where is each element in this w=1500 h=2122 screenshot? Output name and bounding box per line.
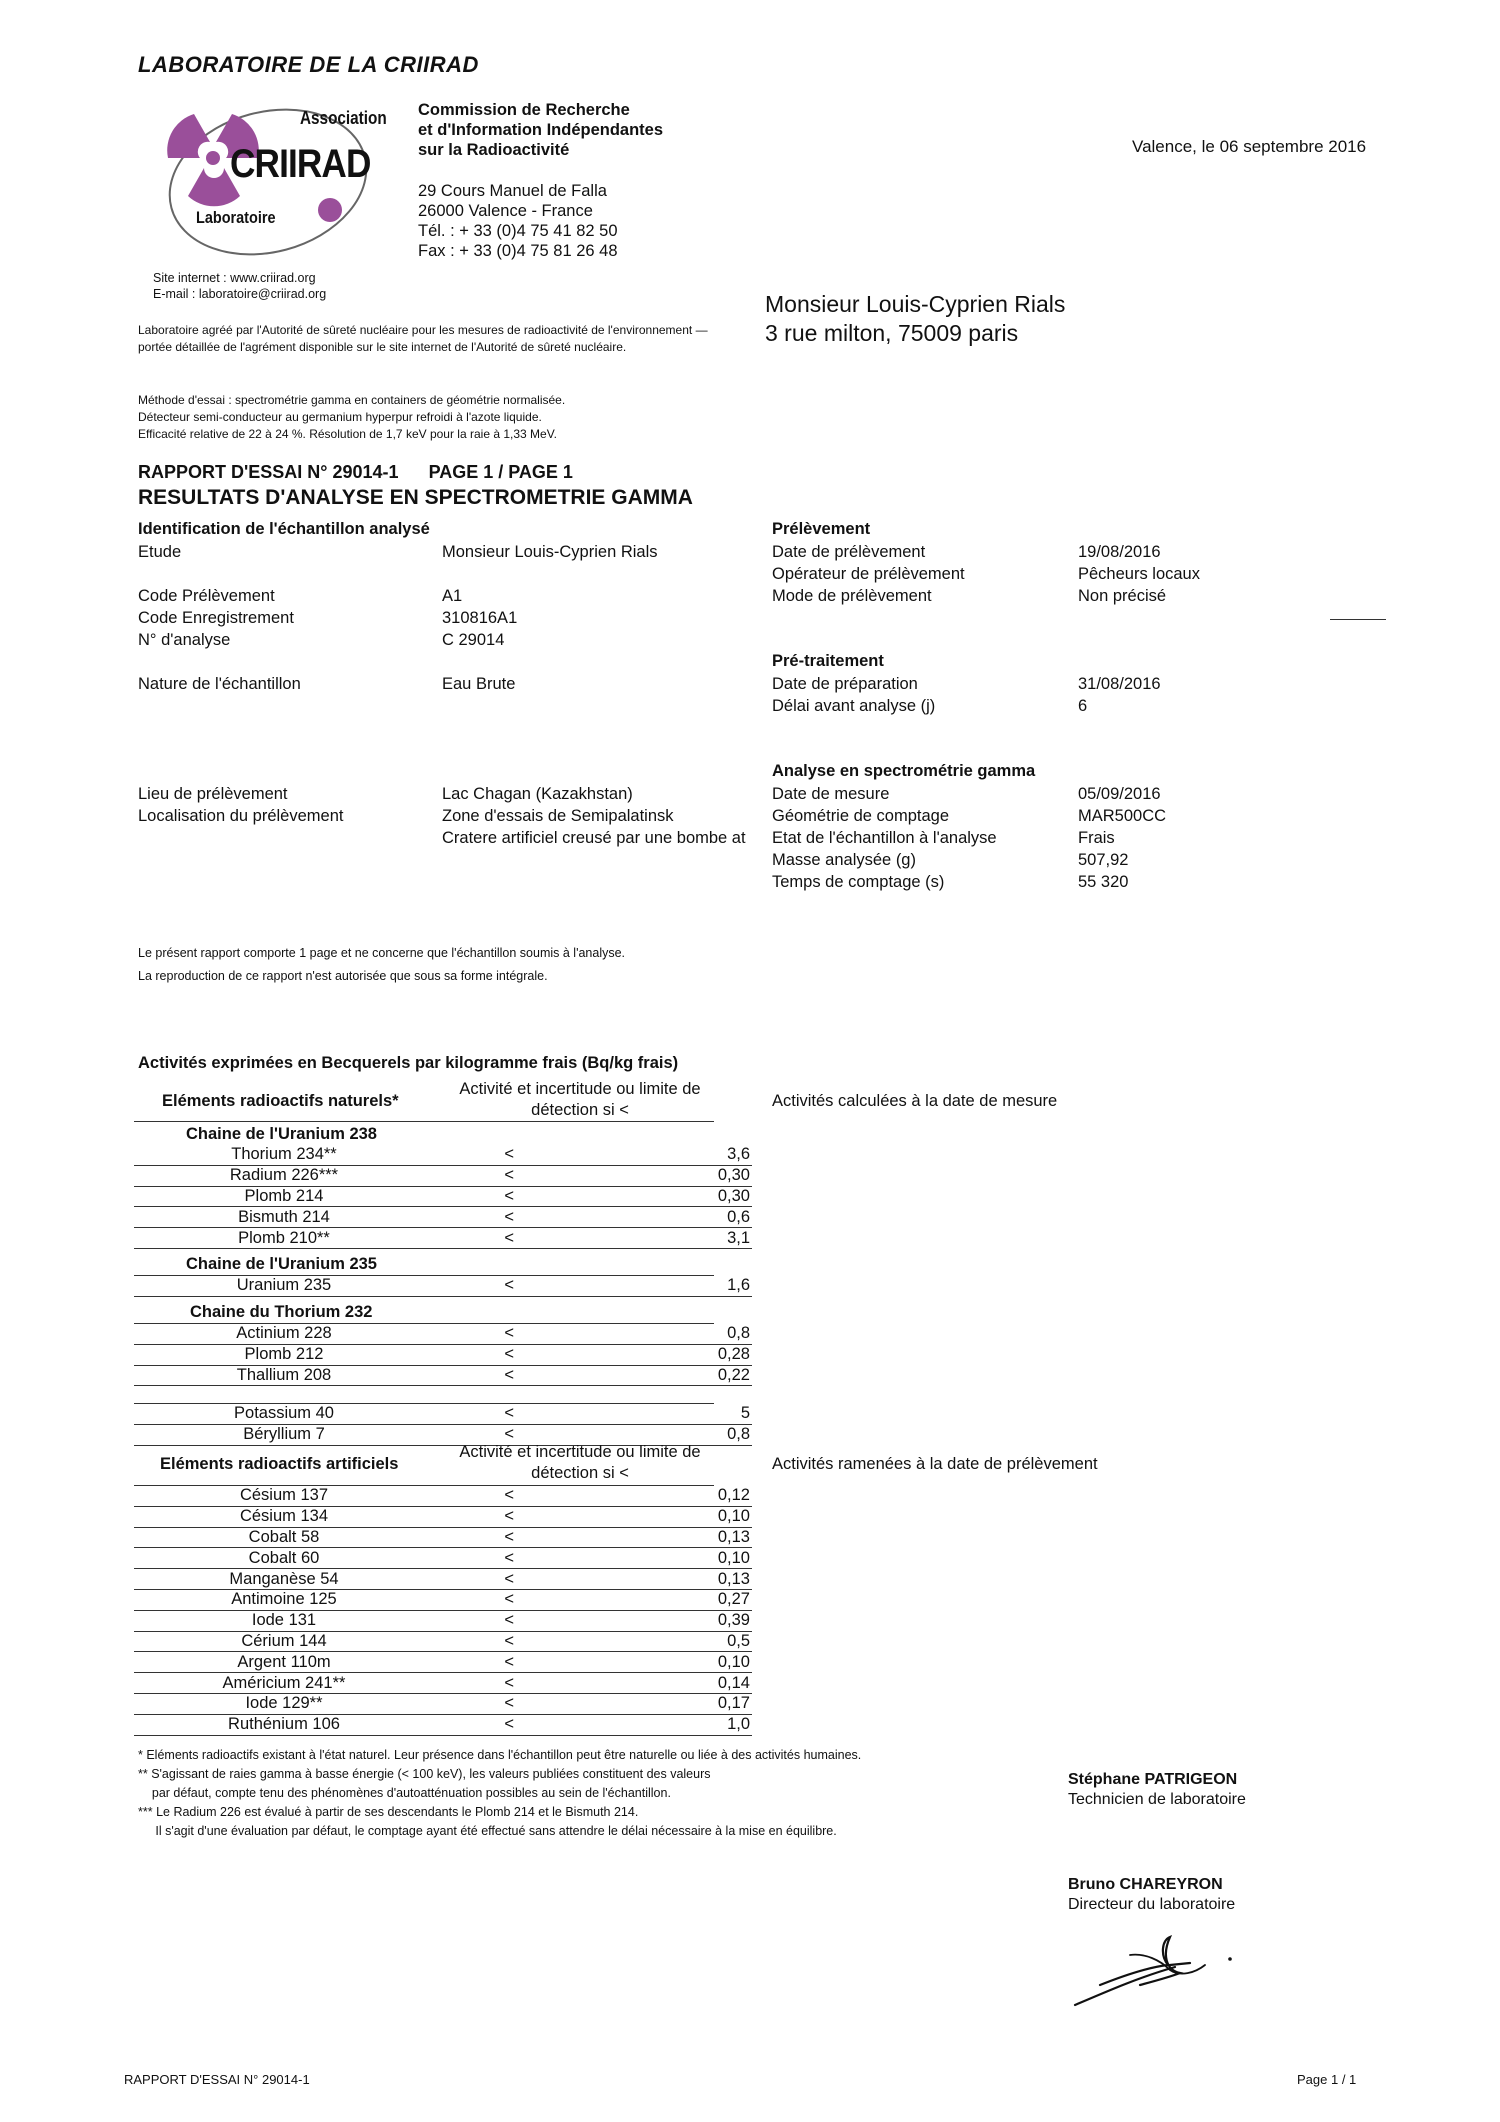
- lt-sign: <: [434, 1324, 542, 1344]
- activity-value: 1,0: [542, 1714, 752, 1735]
- table-row: [134, 1324, 752, 1344]
- table-row: [134, 1207, 752, 1228]
- lieu-label: Lieu de prélèvement: [138, 785, 288, 803]
- table-row: [134, 1344, 752, 1365]
- activity-column-header: [440, 1442, 720, 1484]
- lt-sign: <: [434, 1165, 542, 1186]
- table-row: [134, 1145, 752, 1165]
- analyse-heading: Analyse en spectrométrie gamma: [772, 762, 1036, 780]
- recipient-name: Monsieur Louis-Cyprien Rials: [765, 291, 1066, 317]
- lt-sign: <: [434, 1228, 542, 1249]
- temps-label: Temps de comptage (s): [772, 873, 945, 891]
- table-row: [134, 1186, 752, 1207]
- code-enregistrement-label: Code Enregistrement: [138, 609, 294, 627]
- localisation-label: Localisation du prélèvement: [138, 807, 344, 825]
- activity-value: 3,1: [542, 1228, 752, 1249]
- identification-heading: Identification de l'échantillon analysé: [138, 520, 430, 538]
- note-line-1: Le présent rapport comporte 1 page et ne concerne que l'échantillon soumis à l'analyse.: [138, 946, 626, 960]
- report-number: RAPPORT D'ESSAI N° 29014-1 PAGE 1 / PAGE 1: [138, 462, 573, 482]
- localisation-value-2: Cratere artificiel creusé par une bombe at: [442, 829, 746, 847]
- uranium-235-table: [134, 1276, 752, 1297]
- nuclide-name: Plomb 210**: [134, 1228, 434, 1249]
- lt-sign: <: [434, 1486, 542, 1506]
- artificiels-header: Eléments radioactifs artificiels: [160, 1455, 399, 1473]
- lt-sign: <: [434, 1673, 542, 1694]
- activity-value: 0,17: [542, 1693, 752, 1714]
- nuclide-name: Manganèse 54: [134, 1569, 434, 1590]
- date-preparation-value: 31/08/2016: [1078, 675, 1161, 693]
- code-enregistrement-value: 310816A1: [442, 609, 518, 627]
- table-row: [134, 1673, 752, 1694]
- logo-laboratoire: Laboratoire: [196, 208, 276, 227]
- commission-line: et d'Information Indépendantes: [418, 121, 664, 139]
- lt-sign: <: [434, 1693, 542, 1714]
- activity-value: 0,30: [542, 1186, 752, 1207]
- group-uranium-238: Chaine de l'Uranium 238: [186, 1125, 377, 1143]
- commission-line: sur la Radioactivité: [418, 141, 570, 159]
- logo-name: CRIIRAD: [230, 142, 371, 186]
- date-preparation-label: Date de préparation: [772, 675, 918, 693]
- activity-value: 0,5: [542, 1631, 752, 1652]
- naturels-note: Activités calculées à la date de mesure: [772, 1092, 1058, 1110]
- prelevement-heading: Prélèvement: [772, 520, 871, 538]
- recipient-address: 3 rue milton, 75009 paris: [765, 320, 1019, 346]
- artificiels-note: Activités ramenées à la date de prélèvement: [772, 1455, 1098, 1473]
- activity-value: 0,8: [542, 1424, 752, 1445]
- mode-prelevement-value: Non précisé: [1078, 587, 1167, 605]
- activity-value: 0,14: [542, 1673, 752, 1694]
- nuclide-name: Antimoine 125: [134, 1589, 434, 1610]
- table-row: [134, 1527, 752, 1548]
- code-prelevement-value: A1: [442, 587, 463, 605]
- commission-line: Commission de Recherche: [418, 101, 630, 119]
- activity-value: 0,13: [542, 1527, 752, 1548]
- fax-line: Fax : + 33 (0)4 75 81 26 48: [418, 242, 618, 260]
- nuclide-name: Uranium 235: [134, 1276, 434, 1296]
- activity-value: 1,6: [542, 1276, 752, 1296]
- address-line: 29 Cours Manuel de Falla: [418, 182, 607, 200]
- director-role: Directeur du laboratoire: [1068, 1896, 1236, 1913]
- email-line: E-mail : laboratoire@criirad.org: [153, 287, 327, 301]
- nuclide-name: Thorium 234**: [134, 1145, 434, 1165]
- footnote-line: Il s'agit d'une évaluation par défaut, le comptage ayant été effectué sans attendre le délai nécessaire à la mise en équilibre.: [138, 1824, 837, 1838]
- activity-value: 0,28: [542, 1344, 752, 1365]
- nuclide-name: Plomb 212: [134, 1344, 434, 1365]
- activity-value: 0,27: [542, 1589, 752, 1610]
- table-row: [134, 1365, 752, 1386]
- lt-sign: <: [434, 1652, 542, 1673]
- director-name: Bruno CHAREYRON: [1068, 1876, 1223, 1893]
- activity-value: 3,6: [542, 1145, 752, 1165]
- footer-report-number: RAPPORT D'ESSAI N° 29014-1: [124, 2072, 310, 2087]
- lt-sign: <: [434, 1610, 542, 1631]
- activity-value: 0,39: [542, 1610, 752, 1631]
- nuclide-name: Césium 137: [134, 1486, 434, 1506]
- masse-value: 507,92: [1078, 851, 1129, 869]
- other-natural-table: [134, 1404, 752, 1446]
- table-row: [134, 1486, 752, 1506]
- activity-value: 0,30: [542, 1165, 752, 1186]
- activity-value: 5: [542, 1404, 752, 1424]
- agrement-text: Laboratoire agréé par l'Autorité de sûreté nucléaire pour les mesures de radioactivité de l'environnement — portée détaillée de l'agrément disponible sur le site internet de l'Autorité de sûreté nucléaire.: [138, 323, 708, 354]
- activity-value: 0,10: [542, 1548, 752, 1569]
- nuclide-name: Argent 110m: [134, 1652, 434, 1673]
- operateur-label: Opérateur de prélèvement: [772, 565, 965, 583]
- commission-block: [418, 100, 663, 160]
- footnote-line: *** Le Radium 226 est évalué à partir de ses descendants le Plomb 214 et le Bismuth 214.: [138, 1805, 639, 1819]
- footnotes: [138, 1746, 861, 1841]
- lieu-value: Lac Chagan (Kazakhstan): [442, 785, 633, 803]
- lt-sign: <: [434, 1631, 542, 1652]
- uranium-238-table: [134, 1145, 752, 1249]
- lt-sign: <: [434, 1589, 542, 1610]
- nuclide-name: Américium 241**: [134, 1673, 434, 1694]
- lt-sign: <: [434, 1527, 542, 1548]
- date-prelevement-label: Date de prélèvement: [772, 543, 926, 561]
- lt-sign: <: [434, 1145, 542, 1165]
- etude-value: Monsieur Louis-Cyprien Rials: [442, 543, 658, 561]
- lab-contact-web: [153, 270, 326, 302]
- column-header-line: détection si <: [531, 1101, 629, 1119]
- nuclide-name: Iode 129**: [134, 1693, 434, 1714]
- column-header-line: Activité et incertitude ou limite de: [459, 1080, 701, 1098]
- nuclide-name: Bismuth 214: [134, 1207, 434, 1228]
- date-mesure-value: 05/09/2016: [1078, 785, 1161, 803]
- localisation-value-1: Zone d'essais de Semipalatinsk: [442, 807, 674, 825]
- lab-title: LABORATOIRE DE LA CRIIRAD: [138, 52, 479, 77]
- activity-value: 0,10: [542, 1506, 752, 1527]
- methode-line: Méthode d'essai : spectrométrie gamma en containers de géométrie normalisée.: [138, 393, 566, 407]
- footnote-line: * Eléments radioactifs existant à l'état naturel. Leur présence dans l'échantillon peut être naturelle ou liée à des activités humaines.: [138, 1748, 862, 1762]
- n-analyse-value: C 29014: [442, 631, 505, 649]
- technician-name: Stéphane PATRIGEON: [1068, 1771, 1238, 1788]
- column-header-line: Activité et incertitude ou limite de: [459, 1443, 701, 1461]
- table-row: [134, 1589, 752, 1610]
- nature-label: Nature de l'échantillon: [138, 675, 301, 693]
- pretraitement-heading: Pré-traitement: [772, 652, 884, 670]
- table-row: [134, 1631, 752, 1652]
- geometrie-label: Géométrie de comptage: [772, 807, 950, 825]
- activity-value: 0,6: [542, 1207, 752, 1228]
- methode-line: Détecteur semi-conducteur au germanium hyperpur refroidi à l'azote liquide.: [138, 410, 542, 424]
- nuclide-name: Béryllium 7: [134, 1424, 434, 1445]
- report-title: RESULTATS D'ANALYSE EN SPECTROMETRIE GAMMA: [138, 486, 693, 509]
- table-row: [134, 1714, 752, 1735]
- delai-value: 6: [1078, 697, 1088, 715]
- table-row: [134, 1652, 752, 1673]
- lab-address: [418, 181, 618, 261]
- activity-value: 0,12: [542, 1486, 752, 1506]
- operateur-value: Pêcheurs locaux: [1078, 565, 1200, 583]
- etude-label: Etude: [138, 543, 182, 561]
- nuclide-name: Radium 226***: [134, 1165, 434, 1186]
- nuclide-name: Ruthénium 106: [134, 1714, 434, 1735]
- lt-sign: <: [434, 1404, 542, 1424]
- criirad-logo: [160, 92, 400, 267]
- group-thorium-232: Chaine du Thorium 232: [190, 1303, 373, 1321]
- nuclide-name: Thallium 208: [134, 1365, 434, 1386]
- table-row: [134, 1610, 752, 1631]
- mode-prelevement-label: Mode de prélèvement: [772, 587, 932, 605]
- n-analyse-label: N° d'analyse: [138, 631, 231, 649]
- activity-value: 0,13: [542, 1569, 752, 1590]
- date-place: Valence, le 06 septembre 2016: [1132, 137, 1367, 156]
- geometrie-value: MAR500CC: [1078, 807, 1167, 825]
- lt-sign: <: [434, 1424, 542, 1445]
- date-mesure-label: Date de mesure: [772, 785, 890, 803]
- lt-sign: <: [434, 1714, 542, 1735]
- table-row: [134, 1404, 752, 1424]
- divider: [1330, 619, 1386, 620]
- nuclide-name: Cobalt 58: [134, 1527, 434, 1548]
- footer-page-number: Page 1 / 1: [1297, 2072, 1357, 2087]
- etat-label: Etat de l'échantillon à l'analyse: [772, 829, 997, 847]
- nature-value: Eau Brute: [442, 675, 516, 693]
- table-rule: [134, 1121, 714, 1122]
- column-header-line: détection si <: [531, 1464, 629, 1482]
- technician-role: Technicien de laboratoire: [1068, 1791, 1246, 1808]
- lt-sign: <: [434, 1569, 542, 1590]
- signature-icon: [1070, 1915, 1250, 2015]
- activity-column-header: [440, 1079, 720, 1121]
- group-uranium-235: Chaine de l'Uranium 235: [186, 1255, 377, 1273]
- activity-value: 0,10: [542, 1652, 752, 1673]
- table-row: [134, 1165, 752, 1186]
- lt-sign: <: [434, 1344, 542, 1365]
- nuclide-name: Iode 131: [134, 1610, 434, 1631]
- lt-sign: <: [434, 1186, 542, 1207]
- date-prelevement-value: 19/08/2016: [1078, 543, 1161, 561]
- artificiels-table: [134, 1486, 752, 1736]
- nuclide-name: Césium 134: [134, 1506, 434, 1527]
- table-row: [134, 1506, 752, 1527]
- lt-sign: <: [434, 1506, 542, 1527]
- lt-sign: <: [434, 1276, 542, 1296]
- temps-value: 55 320: [1078, 873, 1129, 891]
- methode-line: Efficacité relative de 22 à 24 %. Résolution de 1,7 keV pour la raie à 1,33 MeV.: [138, 427, 557, 441]
- lt-sign: <: [434, 1365, 542, 1386]
- table-row: [134, 1569, 752, 1590]
- table-row: [134, 1276, 752, 1296]
- masse-label: Masse analysée (g): [772, 851, 916, 869]
- methode-block: [138, 392, 565, 443]
- nuclide-name: Actinium 228: [134, 1324, 434, 1344]
- recipient-block: [765, 290, 1065, 348]
- delai-label: Délai avant analyse (j): [772, 697, 936, 715]
- website-line: Site internet : www.criirad.org: [153, 271, 316, 285]
- address-line: 26000 Valence - France: [418, 202, 593, 220]
- nuclide-name: Cérium 144: [134, 1631, 434, 1652]
- footnote-line: par défaut, compte tenu des phénomènes d'autoatténuation possibles au sein de l'échantillon.: [138, 1786, 671, 1800]
- activity-value: 0,8: [542, 1324, 752, 1344]
- code-prelevement-label: Code Prélèvement: [138, 587, 275, 605]
- thorium-232-table: [134, 1324, 752, 1386]
- etat-value: Frais: [1078, 829, 1115, 847]
- lt-sign: <: [434, 1207, 542, 1228]
- nuclide-name: Plomb 214: [134, 1186, 434, 1207]
- phone-line: Tél. : + 33 (0)4 75 41 82 50: [418, 222, 618, 240]
- naturels-header: Eléments radioactifs naturels*: [162, 1092, 399, 1110]
- note-line-2: La reproduction de ce rapport n'est autorisée que sous sa forme intégrale.: [138, 969, 548, 983]
- lt-sign: <: [434, 1548, 542, 1569]
- activities-title: Activités exprimées en Becquerels par kilogramme frais (Bq/kg frais): [138, 1054, 679, 1072]
- activity-value: 0,22: [542, 1365, 752, 1386]
- table-row: [134, 1548, 752, 1569]
- table-row: [134, 1228, 752, 1249]
- table-row: [134, 1693, 752, 1714]
- nuclide-name: Cobalt 60: [134, 1548, 434, 1569]
- logo-association: Association: [300, 108, 387, 128]
- nuclide-name: Potassium 40: [134, 1404, 434, 1424]
- footnote-line: ** S'agissant de raies gamma à basse énergie (< 100 keV), les valeurs publiées constituent des valeurs: [138, 1767, 711, 1781]
